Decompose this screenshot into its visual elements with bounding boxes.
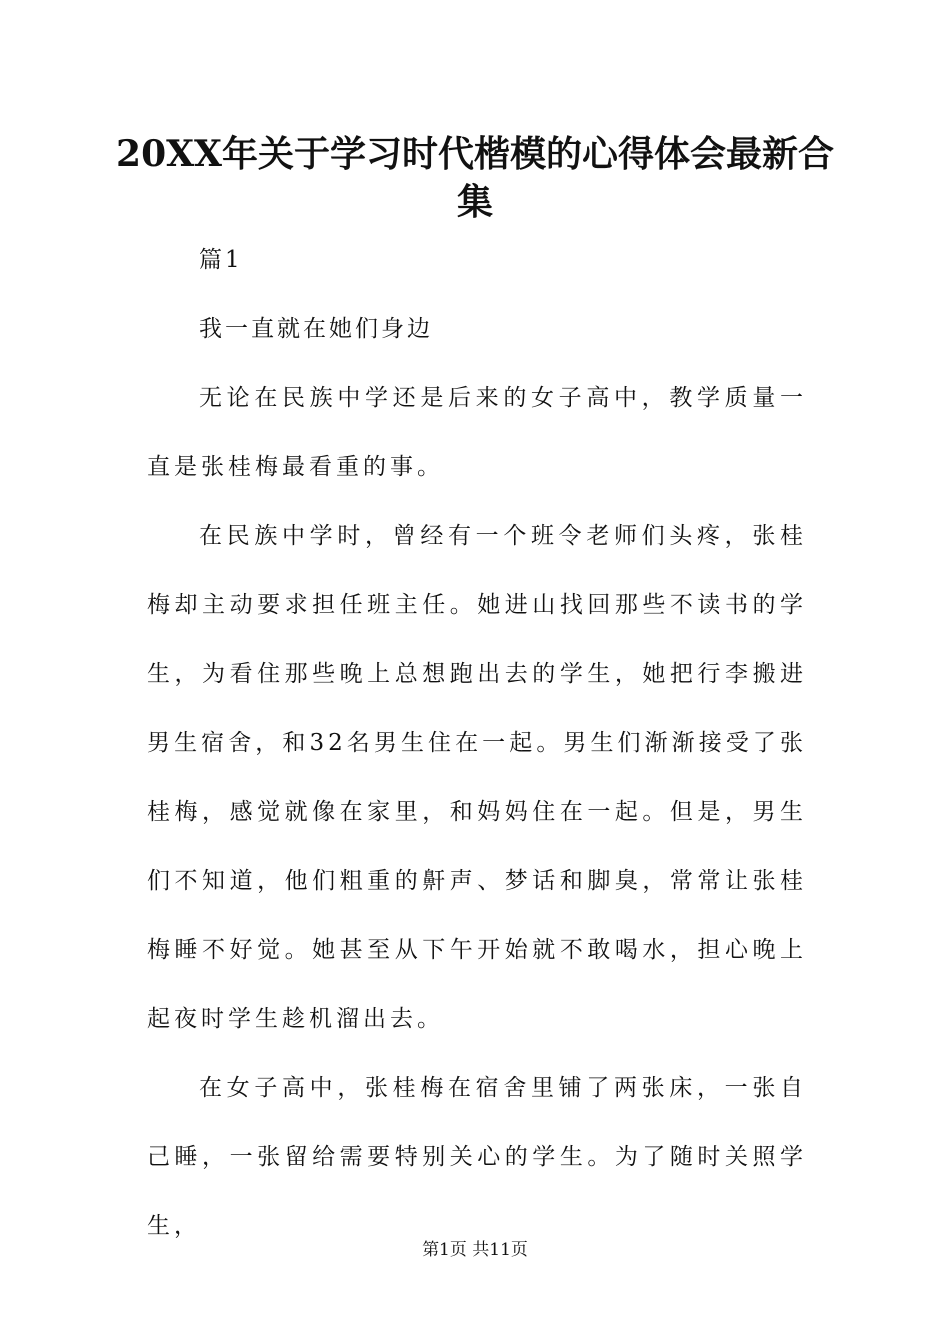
page-number-footer: 第1页 共11页 — [422, 1240, 528, 1260]
paragraph-2: 在民族中学时，曾经有一个班令老师们头疼，张桂梅却主动要求担任班主任。她进山找回那些不读书的学生，为看住那些晚上总想跑出去的学生，她把行李搬进男生宿舍，和32名男生住在一起。男生们渐渐接受了张桂梅，感觉就像在家里，和妈妈住在一起。但是，男生们不知道，他们粗重的鼾声、梦话和脚臭，常常让张桂梅睡不好觉。她甚至从下午开始就不敢喝水，担心晚上起夜时学生趁机溜出去。 — [147, 523, 807, 1032]
paragraph-3: 在女子高中，张桂梅在宿舍里铺了两张床，一张自己睡，一张留给需要特别关心的学生。为了随时关照学生， — [147, 1075, 807, 1239]
article-subtitle: 我一直就在她们身边 — [199, 316, 433, 342]
section-heading: 篇1 — [199, 247, 243, 273]
document-body — [147, 226, 807, 1261]
paragraph-1: 无论在民族中学还是后来的女子高中，教学质量一直是张桂梅最看重的事。 — [147, 385, 807, 480]
document-title: 20XX年关于学习时代楷模的心得体会最新合集 — [116, 133, 834, 223]
